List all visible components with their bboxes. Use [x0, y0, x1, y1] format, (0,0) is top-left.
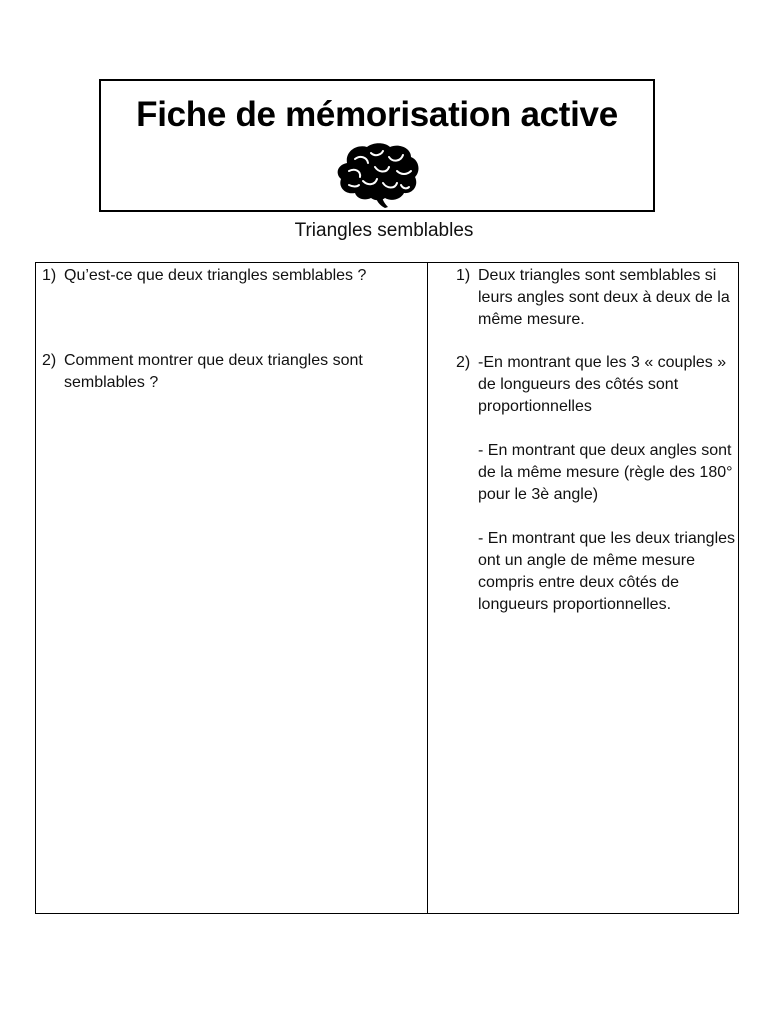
answer-text: - En montrant que les deux triangles ont un angle de même mesure compris entre deux côtés de longueurs proportionnelles. — [478, 530, 736, 613]
answer-number: 2) — [456, 354, 471, 371]
brain-icon — [335, 141, 421, 209]
answer-item — [456, 352, 736, 616]
answer-text: Deux triangles sont semblables si leurs angles sont deux à deux de la même mesure. — [478, 267, 730, 328]
question-text: Qu’est-ce que deux triangles semblables ? — [64, 267, 367, 284]
question-item — [42, 265, 420, 287]
subtitle: Triangles semblables — [294, 220, 474, 241]
title-box — [99, 79, 655, 212]
answer-number: 1) — [456, 267, 471, 284]
question-text: Comment montrer que deux triangles sont semblables ? — [64, 352, 363, 391]
answer-text: -En montrant que les 3 « couples » de longueurs des côtés sont proportionnelles — [478, 354, 727, 415]
question-number: 1) — [42, 267, 57, 284]
answer-text: - En montrant que deux angles sont de la même mesure (règle des 180° pour le 3è angle) — [478, 442, 733, 503]
question-item — [42, 350, 420, 394]
column-divider — [427, 263, 428, 913]
qa-table — [35, 262, 739, 914]
page-title: Fiche de mémorisation active — [136, 95, 618, 134]
question-number: 2) — [42, 352, 57, 369]
answer-item — [456, 265, 736, 331]
